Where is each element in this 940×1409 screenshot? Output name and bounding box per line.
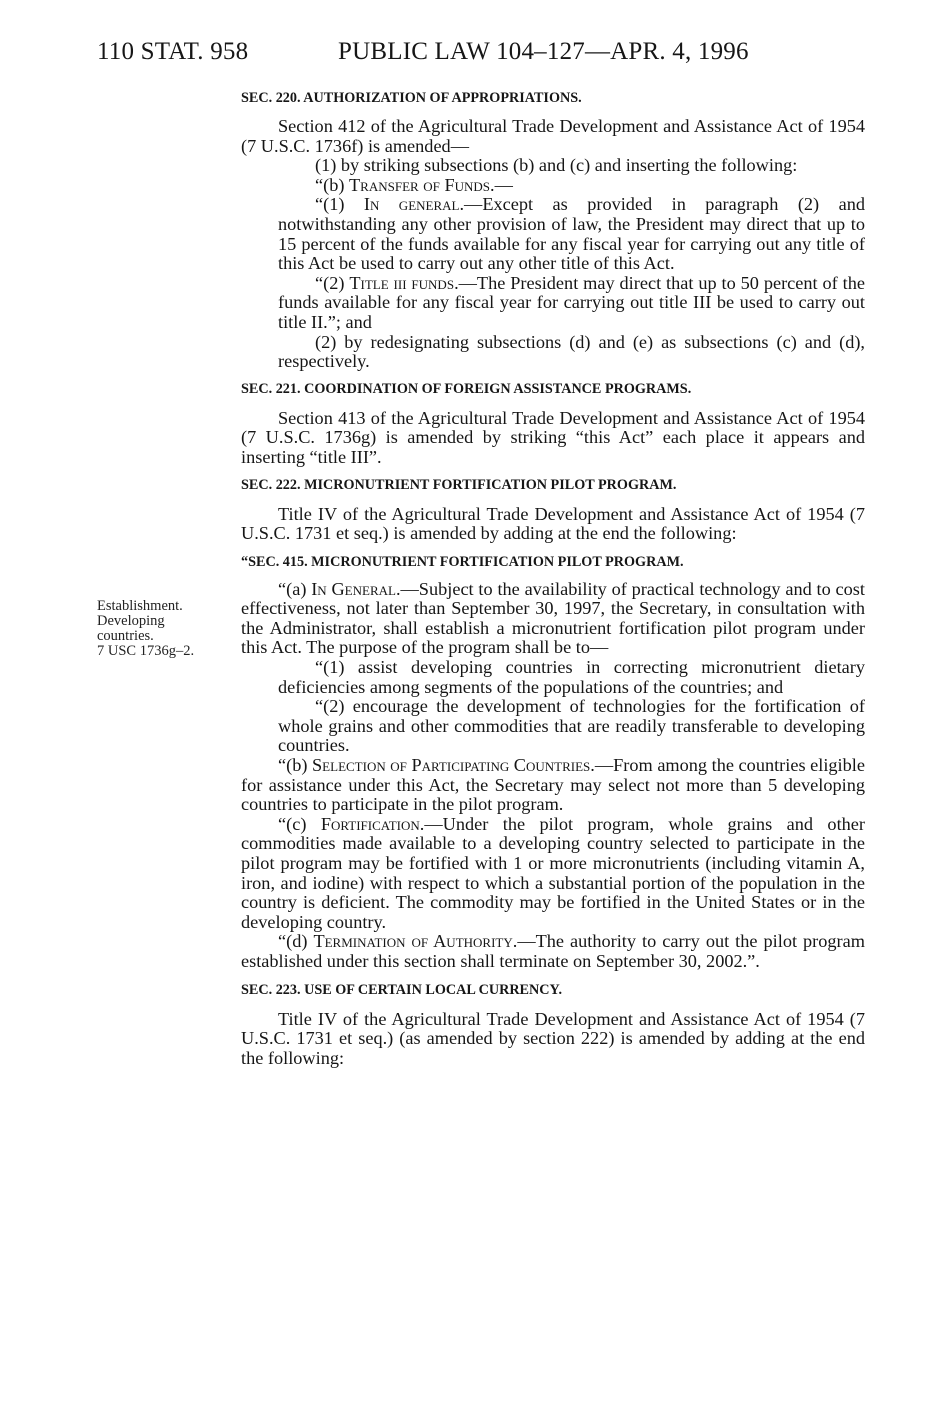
section-415-paragraph-2: “(2) encourage the development of technologies for the fortification of whole grains and other commodities that are readily transferable to developing countries. [278,696,865,756]
section-415-subsection-a [241,580,865,658]
margin-note-line: 7 USC 1736g–2. [97,643,195,659]
subsection-text: .—Subject to the availability of practical technology and to cost effectiveness, not later than September 30, 1997, the Secretary, in consultation with the Administrator, shall establish a micronutrient fortification pilot program under this Act. The purpose of the program shall be to— [241,578,865,658]
paragraph-text: .—The President may direct that up to 50 percent of the funds available for any fiscal year for carrying out title III be used to carry out title II.”; and [278,272,865,332]
subsection-title: In General [311,578,396,599]
label: “(d) [278,931,314,952]
statute-page-number: 110 STAT. 958 [97,38,249,65]
section-222-heading: SEC. 222. MICRONUTRIENT FORTIFICATION PILOT PROGRAM. [241,476,677,493]
section-220-heading: SEC. 220. AUTHORIZATION OF APPROPRIATIONS. [241,90,582,106]
section-220-item-1: (1) by striking subsections (b) and (c) and inserting the following: [315,155,798,176]
section-223-heading: SEC. 223. USE OF CERTAIN LOCAL CURRENCY. [241,981,563,998]
label: “(2) [315,272,350,293]
section-415-paragraph-1: “(1) assist developing countries in correcting micronutrient dietary deficiencies among segments of the populations of the countries; and [278,657,865,697]
margin-note-line: Developing [97,613,165,629]
paragraph-text: .—Except as provided in paragraph (2) and notwithstanding any other provision of law, the President may direct that up to 15 percent of the funds available for any fiscal year for carrying out any title of this Act be used to carry out any other title of this Act. [278,194,865,274]
subsection-tail: .— [490,174,513,195]
section-221-text: Section 413 of the Agricultural Trade Development and Assistance Act of 1954 (7 U.S.C. 1736g) is amended by striking “this Act” each place it appears and inserting “title III”. [241,407,865,467]
subsection-title: Fortification [320,813,420,834]
subsection-text: .—The authority to carry out the pilot program established under this section shall terminate on September 30, 2002.”. [241,931,865,971]
section-223-text: Title IV of the Agricultural Trade Development and Assistance Act of 1954 (7 U.S.C. 1731 et seq.) (as amended by section 222) is amended by adding at the end the following: [241,1008,865,1068]
margin-note-line: Establishment. [97,598,183,614]
label: “(b) [315,174,350,195]
subsection-text: .—Under the pilot program, whole grains and other commodities made available to a developing country selected to participate in the pilot program may be fortified with 1 or more micronutrients (including vitamin A, iron, and iodine) with respect to which a substantial portion of the population in the country is deficient. The commodity may be fortified in the United States or in the developing country. [241,813,865,932]
subsection-text: .—From among the countries eligible for assistance under this Act, the Secretary may select not more than 5 developing countries to participate in the pilot program. [241,755,865,815]
section-220-intro: Section 412 of the Agricultural Trade Development and Assistance Act of 1954 (7 U.S.C. 1736f) is amended— [241,116,865,156]
subsection-title: Transfer of Funds [349,174,491,195]
section-415-heading: “SEC. 415. MICRONUTRIENT FORTIFICATION PILOT PROGRAM. [241,553,684,570]
label: “(a) [278,578,312,599]
section-220-item-2: (2) by redesignating subsections (d) and (e) as subsections (c) and (d), respectively. [278,331,865,372]
section-221-heading: SEC. 221. COORDINATION OF FOREIGN ASSISTANCE PROGRAMS. [241,380,692,397]
document-body [241,88,865,1068]
section-415-subsection-b [241,756,865,815]
section-220-paragraph-2 [278,274,865,333]
page-header [97,38,877,74]
subsection-title: Termination of Authority [313,931,513,952]
section-220-paragraph-1 [278,195,865,273]
margin-note [97,599,237,659]
label: “(b) [278,755,313,776]
public-law-title: PUBLIC LAW 104–127—APR. 4, 1996 [338,38,749,65]
label: “(c) [278,813,321,834]
label: “(1) [315,194,364,215]
section-220-subsection-b [278,176,865,196]
section-415-subsection-c [241,815,865,933]
section-222-text: Title IV of the Agricultural Trade Development and Assistance Act of 1954 (7 U.S.C. 1731 et seq.) is amended by adding at the end the following: [241,503,865,544]
paragraph-title: Title iii funds [349,272,455,293]
subsection-title: Selection of Participating Countries [312,755,591,776]
margin-note-line: countries. [97,628,154,644]
section-415-subsection-d [241,932,865,971]
paragraph-title: In general [363,194,460,215]
